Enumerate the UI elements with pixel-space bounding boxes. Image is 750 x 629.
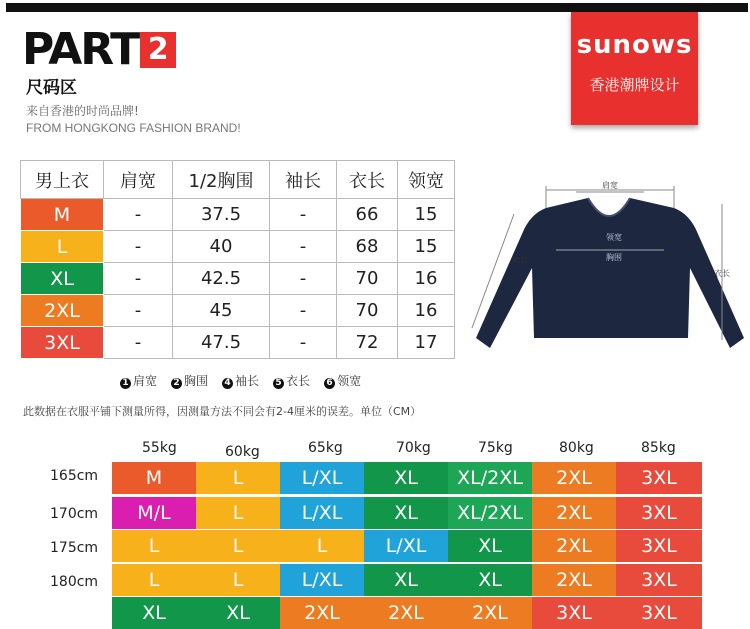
- table-row: [21, 327, 455, 359]
- header-cell: 袖长: [270, 161, 337, 199]
- legend-item: [222, 372, 259, 389]
- size-recommendation-cell: L: [196, 497, 280, 529]
- size-recommendation-cell: XL: [112, 597, 196, 629]
- size-recommendation-cell: 2XL: [532, 530, 616, 562]
- table-cell: -: [104, 295, 173, 327]
- table-cell: -: [270, 263, 337, 295]
- size-recommendation-cell: XL/2XL: [448, 497, 532, 529]
- diagram-shoulder-label: 肩宽: [602, 181, 618, 190]
- weight-label: 65kg: [308, 440, 343, 456]
- legend-item: [273, 372, 310, 389]
- table-cell: 17: [398, 327, 455, 359]
- table-cell: 70: [337, 263, 398, 295]
- size-recommendation-cell: XL: [448, 564, 532, 596]
- size-label: XL: [21, 263, 104, 295]
- size-recommendation-cell: 2XL: [532, 564, 616, 596]
- legend-label: 衣长: [286, 374, 311, 388]
- size-recommendation-cell: L: [280, 530, 364, 562]
- table-cell: 45: [173, 295, 270, 327]
- table-cell: -: [270, 199, 337, 231]
- table-row: [21, 263, 455, 295]
- header-cell: 领宽: [398, 161, 455, 199]
- legend-item: [120, 372, 157, 389]
- size-label: M: [21, 199, 104, 231]
- weight-header-row: [112, 440, 702, 460]
- size-label: 3XL: [21, 327, 104, 359]
- number-badge-icon: 4: [222, 378, 233, 389]
- size-recommendation-cell: 2XL: [448, 597, 532, 629]
- size-recommendation-cell: XL: [196, 597, 280, 629]
- legend-label: 领宽: [337, 374, 362, 388]
- size-table: [20, 160, 455, 359]
- table-cell: 15: [398, 231, 455, 263]
- subtitle-en: FROM HONGKONG FASHION BRAND!: [26, 121, 241, 135]
- size-recommendation-cell: XL: [364, 462, 448, 494]
- size-recommendation-cell: XL: [448, 530, 532, 562]
- size-recommendation-cell: L: [196, 462, 280, 494]
- table-cell: 15: [398, 199, 455, 231]
- weight-label: 55kg: [142, 440, 177, 456]
- size-recommendation-cell: XL: [364, 497, 448, 529]
- size-table-header: [21, 161, 455, 199]
- number-badge-icon: 5: [273, 378, 284, 389]
- table-cell: 72: [337, 327, 398, 359]
- size-label: 2XL: [21, 295, 104, 327]
- header-cell: 男上衣: [21, 161, 104, 199]
- table-cell: -: [104, 231, 173, 263]
- weight-label: 75kg: [478, 440, 513, 456]
- size-recommendation-cell: L/XL: [280, 564, 364, 596]
- diagram-length-label: 衣长: [714, 269, 730, 278]
- table-cell: -: [104, 327, 173, 359]
- table-cell: 47.5: [173, 327, 270, 359]
- number-badge-icon: 1: [120, 378, 131, 389]
- table-cell: 16: [398, 263, 455, 295]
- size-recommendation-cell: L: [196, 530, 280, 562]
- size-recommendation-cell: L/XL: [280, 497, 364, 529]
- legend-item: [171, 372, 208, 389]
- size-recommendation-cell: 2XL: [280, 597, 364, 629]
- part-heading: [22, 24, 176, 75]
- size-recommendation-cell: L: [112, 530, 196, 562]
- table-cell: 70: [337, 295, 398, 327]
- size-recommendation-cell: L: [196, 564, 280, 596]
- size-recommendation-cell: L/XL: [280, 462, 364, 494]
- size-recommendation-cell: 2XL: [532, 462, 616, 494]
- table-cell: -: [270, 231, 337, 263]
- diagram-chest-label: 胸围: [606, 253, 622, 262]
- size-recommendation-cell: 3XL: [616, 564, 702, 596]
- table-row: [21, 231, 455, 263]
- table-cell: -: [104, 199, 173, 231]
- table-cell: -: [270, 295, 337, 327]
- weight-label: 70kg: [396, 440, 431, 456]
- number-badge-icon: 6: [324, 378, 335, 389]
- height-label: 170cm: [50, 506, 99, 522]
- legend-label: 胸围: [184, 374, 209, 388]
- size-recommendation-cell: 3XL: [532, 597, 616, 629]
- number-badge-icon: 2: [171, 378, 182, 389]
- height-label: 180cm: [50, 574, 99, 590]
- header-cell: 衣长: [337, 161, 398, 199]
- size-recommendation-cell: 3XL: [616, 497, 702, 529]
- size-recommendation-cell: L: [112, 564, 196, 596]
- size-recommendation-cell: 2XL: [364, 597, 448, 629]
- size-recommendation-cell: 3XL: [616, 597, 702, 629]
- table-row: [21, 199, 455, 231]
- brand-logo: [571, 12, 698, 125]
- sweater-illustration: [476, 198, 744, 348]
- part-word: PART: [22, 24, 139, 75]
- diagram-neck-label: 领宽: [606, 233, 622, 242]
- size-recommendation-cell: M: [112, 462, 196, 494]
- subtitle-cn: 来自香港的时尚品牌!: [26, 104, 139, 118]
- header-cell: 肩宽: [104, 161, 173, 199]
- weight-label: 85kg: [641, 440, 676, 456]
- legend-label: 肩宽: [133, 374, 158, 388]
- table-row: [21, 295, 455, 327]
- size-recommendation-cell: XL: [364, 564, 448, 596]
- measurement-note: 此数据在衣服平铺下测量所得，因测量方法不同会有2-4厘米的误差。单位（CM）: [23, 405, 422, 418]
- size-recommendation-cell: XL/2XL: [448, 462, 532, 494]
- sweater-diagram: [468, 178, 750, 350]
- top-bar: [6, 3, 748, 12]
- part-number-badge: 2: [140, 32, 176, 68]
- table-cell: -: [104, 263, 173, 295]
- table-cell: 40: [173, 231, 270, 263]
- brand-tagline: 香港潮牌设计: [589, 76, 680, 94]
- table-cell: 66: [337, 199, 398, 231]
- table-cell: 16: [398, 295, 455, 327]
- size-recommendation-cell: 3XL: [616, 530, 702, 562]
- weight-label: 60kg: [225, 444, 260, 460]
- size-recommendation-cell: 3XL: [616, 462, 702, 494]
- table-cell: 68: [337, 231, 398, 263]
- table-cell: 42.5: [173, 263, 270, 295]
- height-label: 165cm: [50, 468, 99, 484]
- header-cell: 1/2胸围: [173, 161, 270, 199]
- diagram-sleeve-label: 袖长: [512, 255, 528, 264]
- table-cell: 37.5: [173, 199, 270, 231]
- measure-legend: [120, 372, 361, 389]
- brand-name: sunows: [576, 30, 693, 60]
- legend-item: [324, 372, 361, 389]
- size-recommendation-cell: M/L: [112, 497, 196, 529]
- height-label: 175cm: [50, 540, 99, 556]
- legend-label: 袖长: [235, 374, 260, 388]
- size-recommendation-cell: L/XL: [364, 530, 448, 562]
- weight-label: 80kg: [559, 440, 594, 456]
- table-cell: -: [270, 327, 337, 359]
- size-recommendation-cell: 2XL: [532, 497, 616, 529]
- section-title: 尺码区: [26, 78, 77, 98]
- size-label: L: [21, 231, 104, 263]
